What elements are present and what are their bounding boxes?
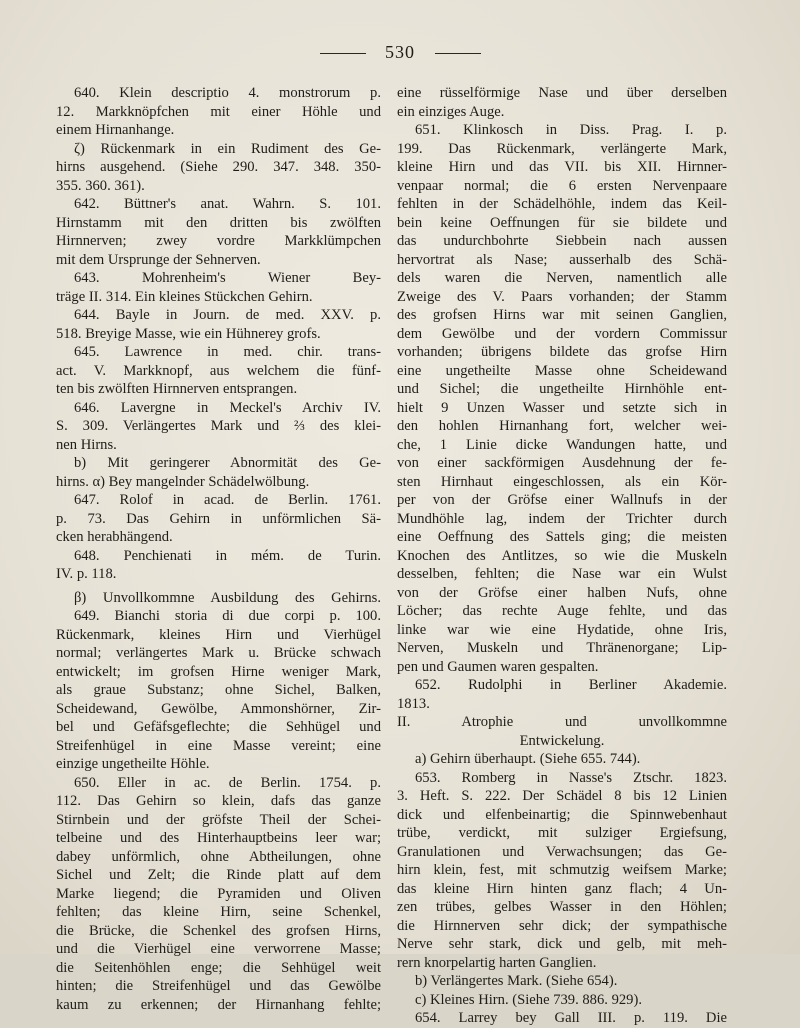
text-line: Stirnbein und der gröfste Theil der Schei- — [56, 811, 381, 828]
text-line: Streifenhügel in eine Masse vereint; eine — [56, 737, 381, 754]
text-line: Hirnstamm mit den dritten bis zwölften — [56, 214, 381, 231]
text-line: 649. Bianchi storia di due corpi p. 100. — [74, 608, 381, 624]
text-line: das undurchbohrte Siebbein nach aussen — [397, 233, 727, 249]
text-line: 3. Heft. S. 222. Der Schädel 8 bis 12 Linien — [397, 788, 727, 804]
text-line: hielt 9 Unzen Wasser und setzte sich in — [397, 399, 727, 416]
text-line: Entwickelung. — [519, 732, 605, 749]
text-line: kaum zu erkennen; der Hirnanhang fehlte; — [56, 996, 381, 1013]
text-line: als graue Substanz; ohne Sichel, Balken, — [56, 682, 381, 698]
text-line: 643. Mohrenheim's Wiener Bey- — [74, 270, 381, 286]
text-line: dels waren die Nerven, namentlich alle — [397, 270, 727, 286]
header-rule-right — [435, 53, 481, 54]
text-line: vorhanden; übrigens bildete das grofse Hirn — [397, 344, 727, 360]
text-line: hirns ausgehend. (Siehe 290. 347. 348. 350- — [56, 159, 381, 175]
text-line: b) Mit geringerer Abnormität des Ge- — [74, 455, 381, 471]
text-line: des grofsen Hirns war mit seinen Ganglien, — [397, 307, 727, 323]
text-line: bein keine Oeffnungen für sie bildete und — [397, 214, 727, 231]
text-line: Marke liegend; die Pyramiden und Oliven — [56, 885, 381, 902]
text-line: Hirnnerven; zwey vordre Markklümpchen — [56, 233, 381, 249]
text-line: die Brücke, die Schenkel des grofsen Hirns, — [56, 922, 381, 939]
text-line: Nerve sehr stark, dick und gelb, mit meh- — [397, 936, 727, 952]
text-line: den hohlen Hirnanhang fort, welcher wei- — [397, 418, 727, 434]
text-line: hirn klein, fest, mit schmutzig weifsem Marke; — [397, 862, 727, 878]
text-line: 355. 360. 361). — [56, 177, 145, 194]
text-line: eine Oeffnung des Sattels ging; die meisten — [397, 529, 727, 545]
text-line: dick und elfenbeinartig; die Spinnwebenhaut — [397, 806, 727, 823]
text-line: kleine Hirn und das VII. bis XII. Hirnner- — [397, 159, 727, 175]
text-line: 12. Markknöpfchen mit einer Höhle und — [56, 103, 381, 120]
text-line: hirns. α) Bey mangelnder Schädelwölbung. — [56, 473, 310, 490]
text-line: 646. Lavergne in Meckel's Archiv IV. — [74, 399, 381, 416]
text-line: das kleine Hirn hinten ganz flach; 4 Un- — [397, 880, 727, 897]
text-line: träge II. 314. Ein kleines Stückchen Gehirn. — [56, 288, 313, 305]
text-line: mit dem Ursprunge der Sehnerven. — [56, 251, 261, 268]
text-line: Nerven, Muskeln und Thränenorgane; Lip- — [397, 640, 727, 656]
text-line: telbeine und des Hinterhauptbeins leer war; — [56, 830, 381, 846]
right-column — [397, 84, 727, 1028]
text-line: act. V. Markknopf, aus welchem die fünf- — [56, 362, 381, 379]
text-line: von der Gröfse einer halben Nufs, ohne — [397, 584, 727, 601]
text-line: 1813. — [397, 695, 430, 712]
text-line: dem Gewölbe und der vordern Commissur — [397, 325, 727, 342]
text-line: pen und Gaumen waren gespalten. — [397, 658, 599, 675]
text-line: venpaar normal; die 6 ersten Nervenpaare — [397, 177, 727, 194]
left-column — [56, 84, 381, 1014]
text-line: 650. Eller in ac. de Berlin. 1754. p. — [74, 774, 381, 791]
text-line: trübe, verdickt, mit sulziger Ergiefsung, — [397, 825, 727, 841]
text-line: die Seitenhöhlen enge; die Sehhügel weit — [56, 959, 381, 976]
text-line: 648. Penchienati in mém. de Turin. — [74, 547, 381, 564]
text-line: Knochen des Antlitzes, so wie die Muskeln — [397, 547, 727, 564]
text-line: a) Gehirn überhaupt. (Siehe 655. 744). — [415, 751, 641, 767]
text-line: 654. Larrey bey Gall III. p. 119. Die — [415, 1010, 727, 1026]
text-line: 645. Lawrence in med. chir. trans- — [74, 344, 381, 360]
text-line: rern knorpelartig harten Ganglien. — [397, 954, 597, 971]
text-line: 653. Romberg in Nasse's Ztschr. 1823. — [415, 769, 727, 786]
text-line: che, 1 Linie dicke Wandungen hatte, und — [397, 436, 727, 453]
text-line: nen Hirns. — [56, 436, 117, 453]
text-line: hinten; die Streifenhügel und das Gewölbe — [56, 978, 381, 994]
text-line: eine ungetheilte Masse ohne Scheidewand — [397, 362, 727, 379]
text-line: II. Atrophie und unvollkommne — [397, 714, 727, 730]
text-line: linke war wie eine Hydatide, ohne Iris, — [397, 621, 727, 638]
text-line: Mundhöhle lag, indem der Trichter durch — [397, 510, 727, 527]
text-line: β) Unvollkommne Ausbildung des Gehirns. — [74, 589, 381, 606]
text-line: 640. Klein descriptio 4. monstrorum p. — [74, 85, 381, 101]
text-line: S. 309. Verlängertes Mark und ⅔ des klei- — [56, 418, 381, 434]
text-line: 112. Das Gehirn so klein, dafs das ganze — [56, 793, 381, 809]
text-line: Sichel und Zelt; die Rinde platt auf dem — [56, 867, 381, 883]
text-line: die Hirnnerven sehr dick; der sympathische — [397, 917, 727, 934]
text-line: cken herabhängend. — [56, 529, 173, 545]
text-line: Löcher; das rechte Auge fehlte, und das — [397, 603, 727, 619]
text-line: Rückenmark, kleines Hirn und Vierhügel — [56, 626, 381, 643]
text-line: ten bis zwölften Hirnnerven entsprangen. — [56, 381, 298, 397]
text-line: ζ) Rückenmark in ein Rudiment des Ge- — [74, 140, 381, 157]
text-line: fehlten in der Schädelhöhle, indem das Keil- — [397, 196, 727, 212]
text-line: 518. Breyige Masse, wie ein Hühnerey grofs. — [56, 325, 321, 342]
text-line: ein einziges Auge. — [397, 103, 505, 120]
text-line: normal; verlängertes Mark u. Brücke schwach — [56, 645, 381, 661]
text-line: dabey unförmlich, ohne Abtheilungen, ohne — [56, 848, 381, 865]
text-line: p. 73. Das Gehirn in unförmlichen Sä- — [56, 510, 381, 527]
page-header — [0, 42, 800, 63]
text-line: sten Hirnhaut eingeschlossen, als ein Kör- — [397, 473, 727, 490]
text-line: 647. Rolof in acad. de Berlin. 1761. — [74, 492, 381, 508]
text-line: c) Kleines Hirn. (Siehe 739. 886. 929). — [415, 991, 642, 1008]
text-line: entwickelt; im grofsen Hirne weniger Mark, — [56, 663, 381, 680]
header-rule-left — [320, 53, 366, 54]
page-number: 530 — [385, 42, 415, 62]
text-line: desselben, fehlten; die Nase war ein Wulst — [397, 566, 727, 582]
text-line: bel und Gefäfsgeflechte; die Sehhügel und — [56, 719, 381, 735]
text-line: Scheidewand, Gewölbe, Ammonshörner, Zir- — [56, 700, 381, 717]
text-line: 644. Bayle in Journ. de med. XXV. p. — [74, 307, 381, 323]
text-line: und Sichel; die ungetheilte Hirnhöhle ent- — [397, 381, 727, 397]
text-line: eine rüsselförmige Nase und über derselben — [397, 85, 727, 101]
text-line: Zweige des V. Paars vorhanden; der Stamm — [397, 288, 727, 305]
text-line: Granulationen und Verwachsungen; das Ge- — [397, 843, 727, 860]
text-line: fehlten; das kleine Hirn, seine Schenkel, — [56, 904, 381, 920]
text-line: von einer sackförmigen Ausdehnung der fe- — [397, 455, 727, 471]
text-line: IV. p. 118. — [56, 566, 117, 582]
text-line: hervortrat als Nase; ausserhalb des Schä- — [397, 251, 727, 268]
text-line: b) Verlängertes Mark. (Siehe 654). — [415, 973, 618, 989]
text-line: 199. Das Rückenmark, verlängerte Mark, — [397, 140, 727, 157]
text-line: 642. Büttner's anat. Wahrn. S. 101. — [74, 196, 381, 212]
text-line: 651. Klinkosch in Diss. Prag. I. p. — [415, 122, 727, 138]
text-line: 652. Rudolphi in Berliner Akademie. — [415, 677, 727, 693]
text-line: und die Vierhügel eine verworrene Masse; — [56, 941, 381, 957]
text-line: einem Hirnanhange. — [56, 122, 175, 138]
text-line: zen trübes, gelbes Wasser in den Höhlen; — [397, 899, 727, 915]
text-line: einzige ungetheilte Höhle. — [56, 756, 210, 772]
text-line: per von der Gröfse einer Wallnufs in der — [397, 492, 727, 508]
